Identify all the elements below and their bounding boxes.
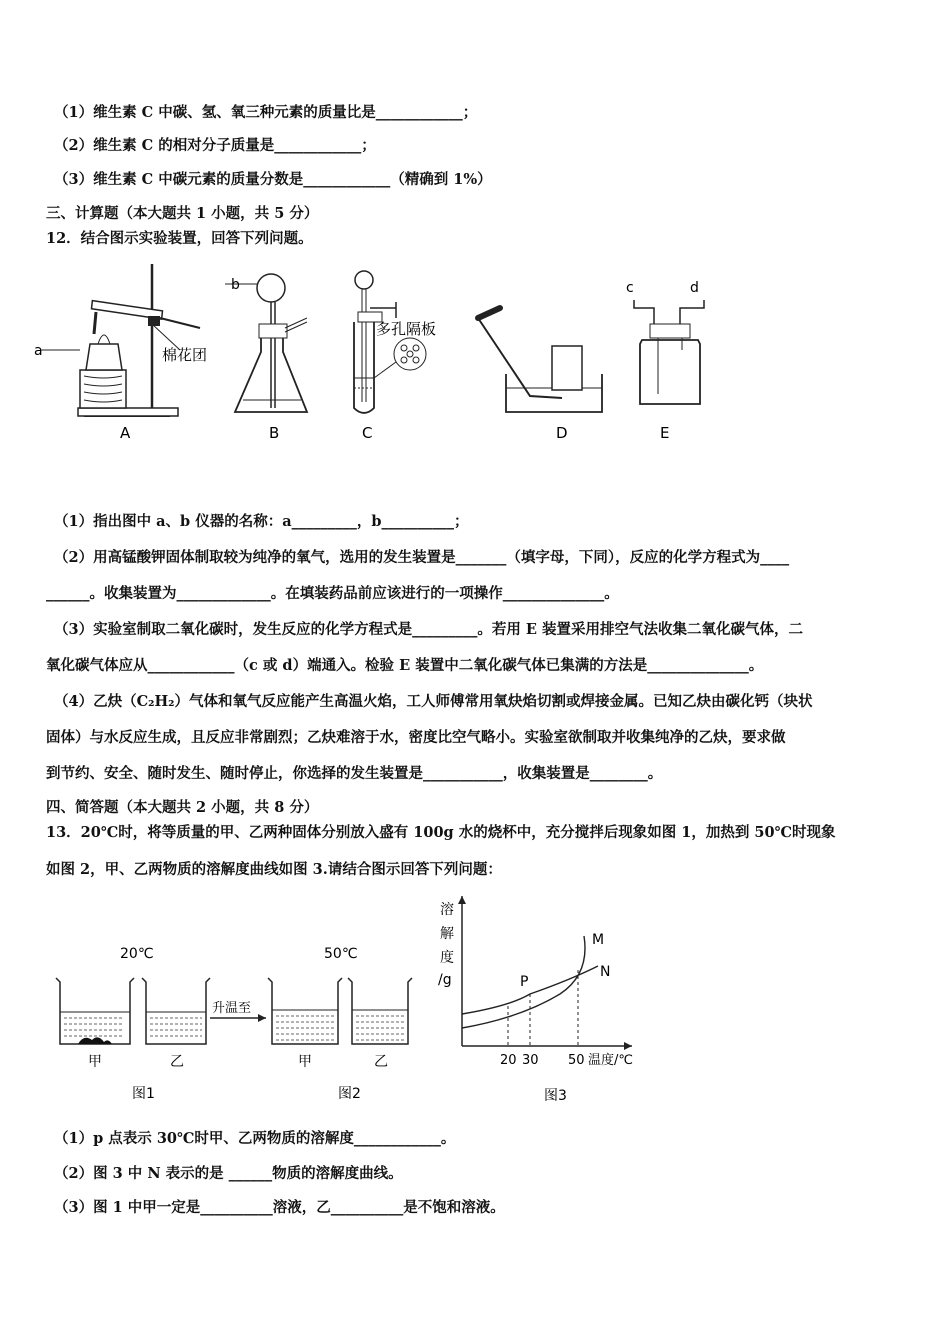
xlabel: 温度/℃	[588, 1053, 633, 1068]
caption-fig-3: 图3	[544, 1088, 567, 1104]
label-cotton: 棉花团	[162, 346, 208, 364]
q13-stem-1: 13．20℃时，将等质量的甲、乙两种固体分别放入盛有 100g 水的烧杯中，充分搅拌后现象如图 1，加热到 50℃时现象	[46, 824, 836, 841]
q11-line-3: （3）维生素 C 中碳元素的质量分数是____________（精确到 1%）	[54, 171, 492, 188]
ylabel-3: 度	[440, 950, 454, 966]
temp-20: 20℃	[120, 946, 154, 962]
label-N: N	[600, 964, 611, 980]
q13-line-1: （1）p 点表示 30℃时甲、乙两物质的溶解度____________。	[54, 1130, 456, 1147]
label-yi-1: 乙	[170, 1054, 184, 1070]
q12-line-4: （3）实验室制取二氧化碳时，发生反应的化学方程式是_________。若用 E 装置采用排空气法收集二氧化碳气体，二	[54, 621, 803, 638]
heat-label: 升温至	[212, 1001, 252, 1016]
label-B: B	[269, 424, 280, 442]
beaker-jia-50	[268, 978, 342, 1044]
ylabel-2: 解	[440, 926, 454, 942]
caption-fig-1: 图1	[132, 1086, 155, 1102]
temp-50: 50℃	[324, 946, 358, 962]
label-d: d	[690, 280, 699, 296]
q12-stem: 12．结合图示实验装置，回答下列问题。	[46, 230, 313, 247]
q13-line-2: （2）图 3 中 N 表示的是 ______物质的溶解度曲线。	[54, 1165, 403, 1182]
q12-line-2: （2）用高锰酸钾固体制取较为纯净的氧气，选用的发生装置是_______（填字母，下同），反应的化学方程式为____	[54, 549, 790, 566]
apparatus-d	[470, 296, 610, 448]
label-porous: 多孔隔板	[376, 320, 437, 338]
q12-line-6: （4）乙炔（C₂H₂）气体和氧气反应能产生高温火焰，工人师傅常用氧炔焰切割或焊接金属。已知乙炔由碳化钙（块状	[54, 693, 813, 710]
q12-line-8: 到节约、安全、随时发生、随时停止，你选择的发生装置是___________，收集装置是________。	[46, 765, 663, 782]
caption-fig-2: 图2	[338, 1086, 361, 1102]
figure-3-solubility-chart	[430, 894, 660, 1114]
apparatus-b	[225, 262, 315, 448]
tick-30: 30	[522, 1053, 539, 1068]
ylabel-4: /g	[438, 972, 452, 988]
q12-line-7: 固体）与水反应生成，且反应非常剧烈；乙炔难溶于水，密度比空气略小。实验室欲制取并收集纯净的乙炔，要求做	[46, 729, 786, 746]
q12-line-5: 氧化碳气体应从____________（c 或 d）端通入。检验 E 装置中二氧化碳气体已集满的方法是______________。	[46, 657, 764, 674]
q11-line-1: （1）维生素 C 中碳、氢、氧三种元素的质量比是____________；	[54, 104, 478, 121]
label-jia-1: 甲	[88, 1054, 102, 1070]
label-E: E	[660, 424, 670, 442]
q13-stem-2: 如图 2，甲、乙两物质的溶解度曲线如图 3.请结合图示回答下列问题：	[46, 861, 502, 878]
label-c: c	[626, 280, 634, 296]
q11-line-2: （2）维生素 C 的相对分子质量是____________；	[54, 137, 376, 154]
apparatus-e	[620, 276, 720, 448]
ylabel-1: 溶	[440, 902, 454, 918]
label-A: A	[120, 424, 131, 442]
q12-line-1: （1）指出图中 a、b 仪器的名称：a_________，b__________；	[54, 513, 469, 530]
beaker-jia-20	[56, 978, 134, 1044]
label-b: b	[231, 277, 240, 293]
figure-1-2-beakers	[46, 936, 426, 1108]
beaker-yi-20	[142, 978, 210, 1044]
q13-line-3: （3）图 1 中甲一定是__________溶液，乙__________是不饱和溶液。	[54, 1199, 505, 1216]
section-4-heading: 四、简答题（本大题共 2 小题，共 8 分）	[46, 799, 319, 816]
label-jia-2: 甲	[298, 1054, 312, 1070]
label-P: P	[520, 974, 529, 990]
tick-20: 20	[500, 1053, 517, 1068]
tick-50: 50	[568, 1053, 585, 1068]
section-3-heading: 三、计算题（本大题共 1 小题，共 5 分）	[46, 205, 319, 222]
label-yi-2: 乙	[374, 1054, 388, 1070]
label-C: C	[362, 424, 373, 442]
label-a: a	[34, 343, 43, 359]
q12-line-3: ______。收集装置为_____________。在填装药品前应该进行的一项操作______________。	[46, 585, 619, 602]
apparatus-c	[340, 262, 460, 448]
apparatus-a	[34, 258, 210, 448]
beaker-yi-50	[348, 978, 412, 1044]
label-D: D	[556, 424, 568, 442]
label-M: M	[592, 932, 605, 948]
